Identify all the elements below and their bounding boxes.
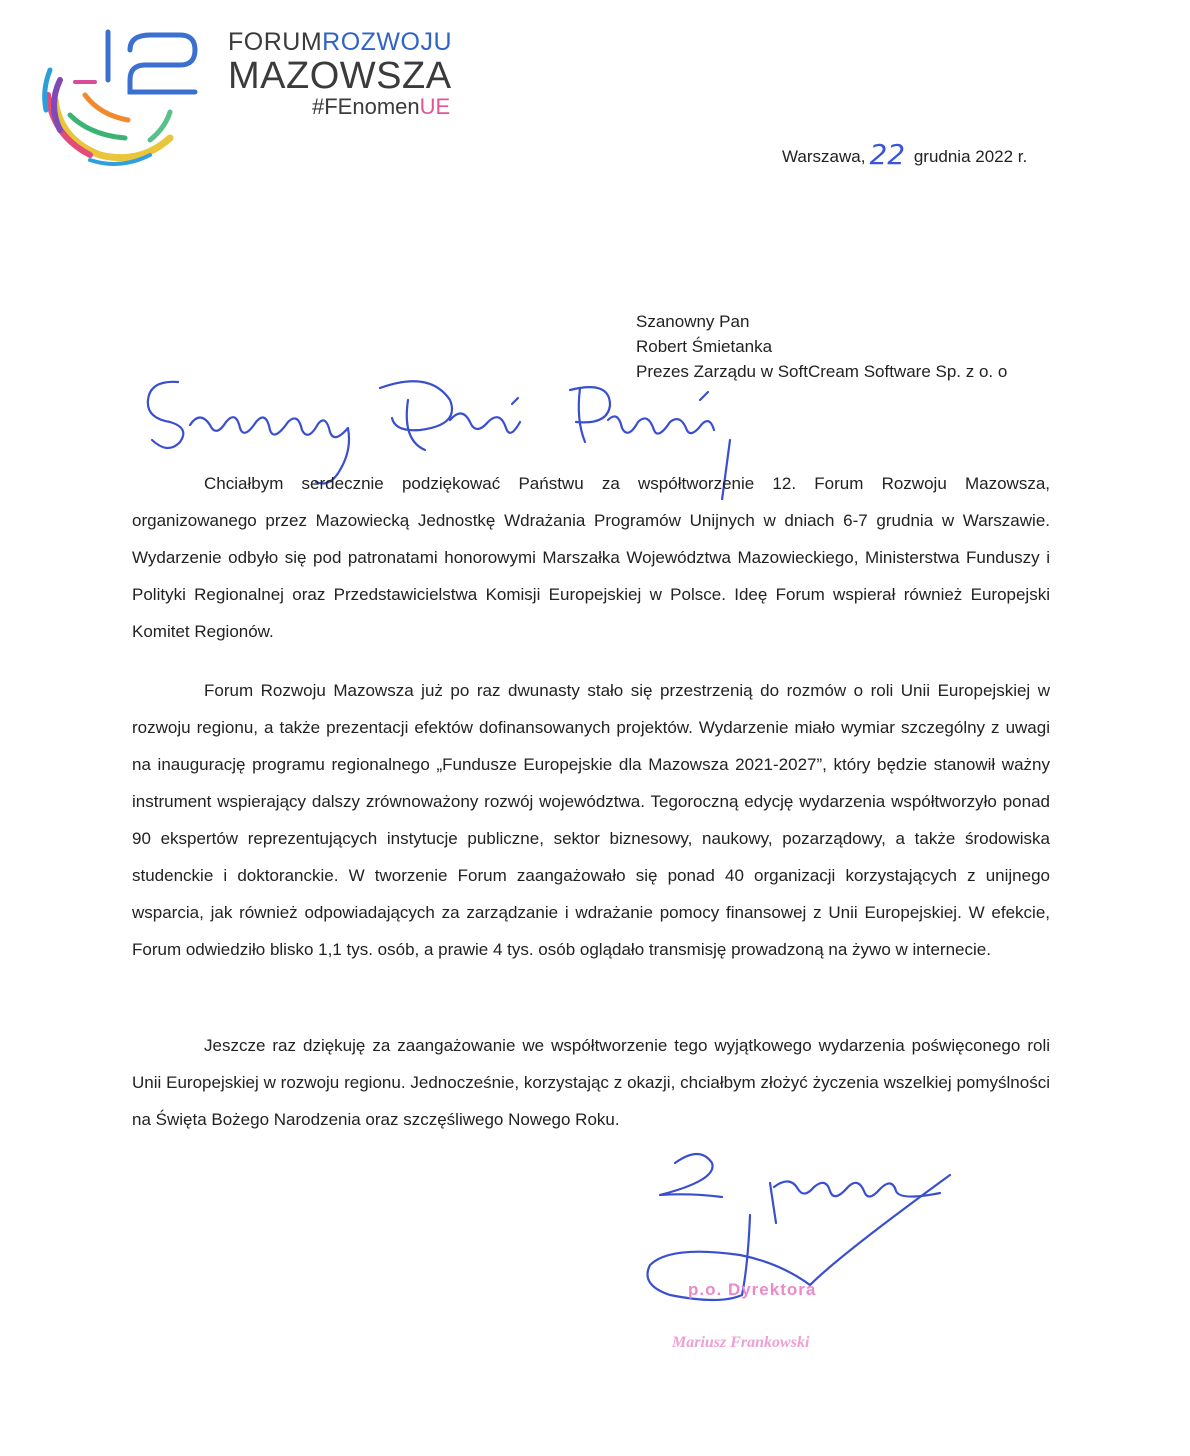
- recipient-position: Prezes Zarządu w SoftCream Software Sp. z o. o: [636, 362, 1008, 381]
- logo-hashtag-ue: UE: [419, 94, 451, 119]
- date-city: Warszawa,: [782, 147, 866, 166]
- logo-line-2: MAZOWSZA: [228, 55, 452, 97]
- stamp-name: Mariusz Frankowski: [672, 1334, 810, 1351]
- 12-logo-icon: [30, 20, 200, 170]
- body-paragraph-3: Jeszcze raz dziękuję za zaangażowanie we współtworzenie tego wyjątkowego wydarzenia poświęconego roli Unii Europejskiej w rozwoju regionu. Jednocześnie, korzystając z okazji, chciałbym złożyć życzenia wszelkiej pomyślności na Święta Bożego Narodzenia oraz szczęśliwego Nowego Roku.: [132, 1036, 1050, 1129]
- logo-wordmark: [228, 30, 452, 118]
- recipient-name: Robert Śmietanka: [636, 337, 773, 356]
- logo-line-3: [228, 96, 452, 118]
- stamp-title: p.o. Dyrektora: [688, 1280, 817, 1299]
- logo-line-1: [228, 30, 452, 55]
- body-paragraph-2: Forum Rozwoju Mazowsza już po raz dwunasty stało się przestrzenią do rozmów o roli Unii Europejskiej w rozwoju regionu, a także prezentacji efektów dofinansowanych projektów. Wydarzenie miało wymiar szczególny z uwagi na inaugurację programu regionalnego „Fundusze Europejskie dla Mazowsza 2021-2027”, który będzie stanowił ważny instrument wspierający dalszy zrównoważony rozwój województwa. Tegoroczną edycję wydarzenia współtworzyło ponad 90 ekspertów reprezentujących instytucje publiczne, sektor biznesowy, naukowy, pozarządowy, a także środowiska studenckie i doktoranckie. W tworzenie Forum zaangażowało się ponad 40 organizacji korzystających z unijnego wsparcia, jak również odpowiadających za zarządzanie i wdrażanie pomocy finansowej z Unii Europejskiej. W efekcie, Forum odwiedziło blisko 1,1 tys. osób, a prawie 4 tys. osób oglądało transmisję prowadzoną na żywo w internecie.: [132, 681, 1050, 959]
- date-month-year: grudnia 2022 r.: [913, 147, 1028, 166]
- logo-rozwoju: ROZWOJU: [322, 28, 453, 56]
- date-day-handwritten: 22: [869, 138, 906, 171]
- logo-hashtag: #FEnomen: [312, 94, 420, 119]
- body-paragraph-1: Chciałbym serdecznie podziękować Państwu za współtworzenie 12. Forum Rozwoju Mazowsza, organizowanego przez Mazowiecką Jednostkę Wdrażania Programów Unijnych w dniach 6-7 grudnia w Warszawie. Wydarzenie odbyło się pod patronatami honorowymi Marszałka Województwa Mazowieckiego, Ministerstwa Funduszy i Polityki Regionalnej oraz Przedstawicielstwa Komisji Europejskiej w Polsce. Ideę Forum wspierał również Europejski Komitet Regionów.: [132, 474, 1050, 641]
- logo-forum: FORUM: [228, 28, 323, 56]
- recipient-salutation: Szanowny Pan: [636, 312, 750, 331]
- letter-date: [782, 136, 1027, 169]
